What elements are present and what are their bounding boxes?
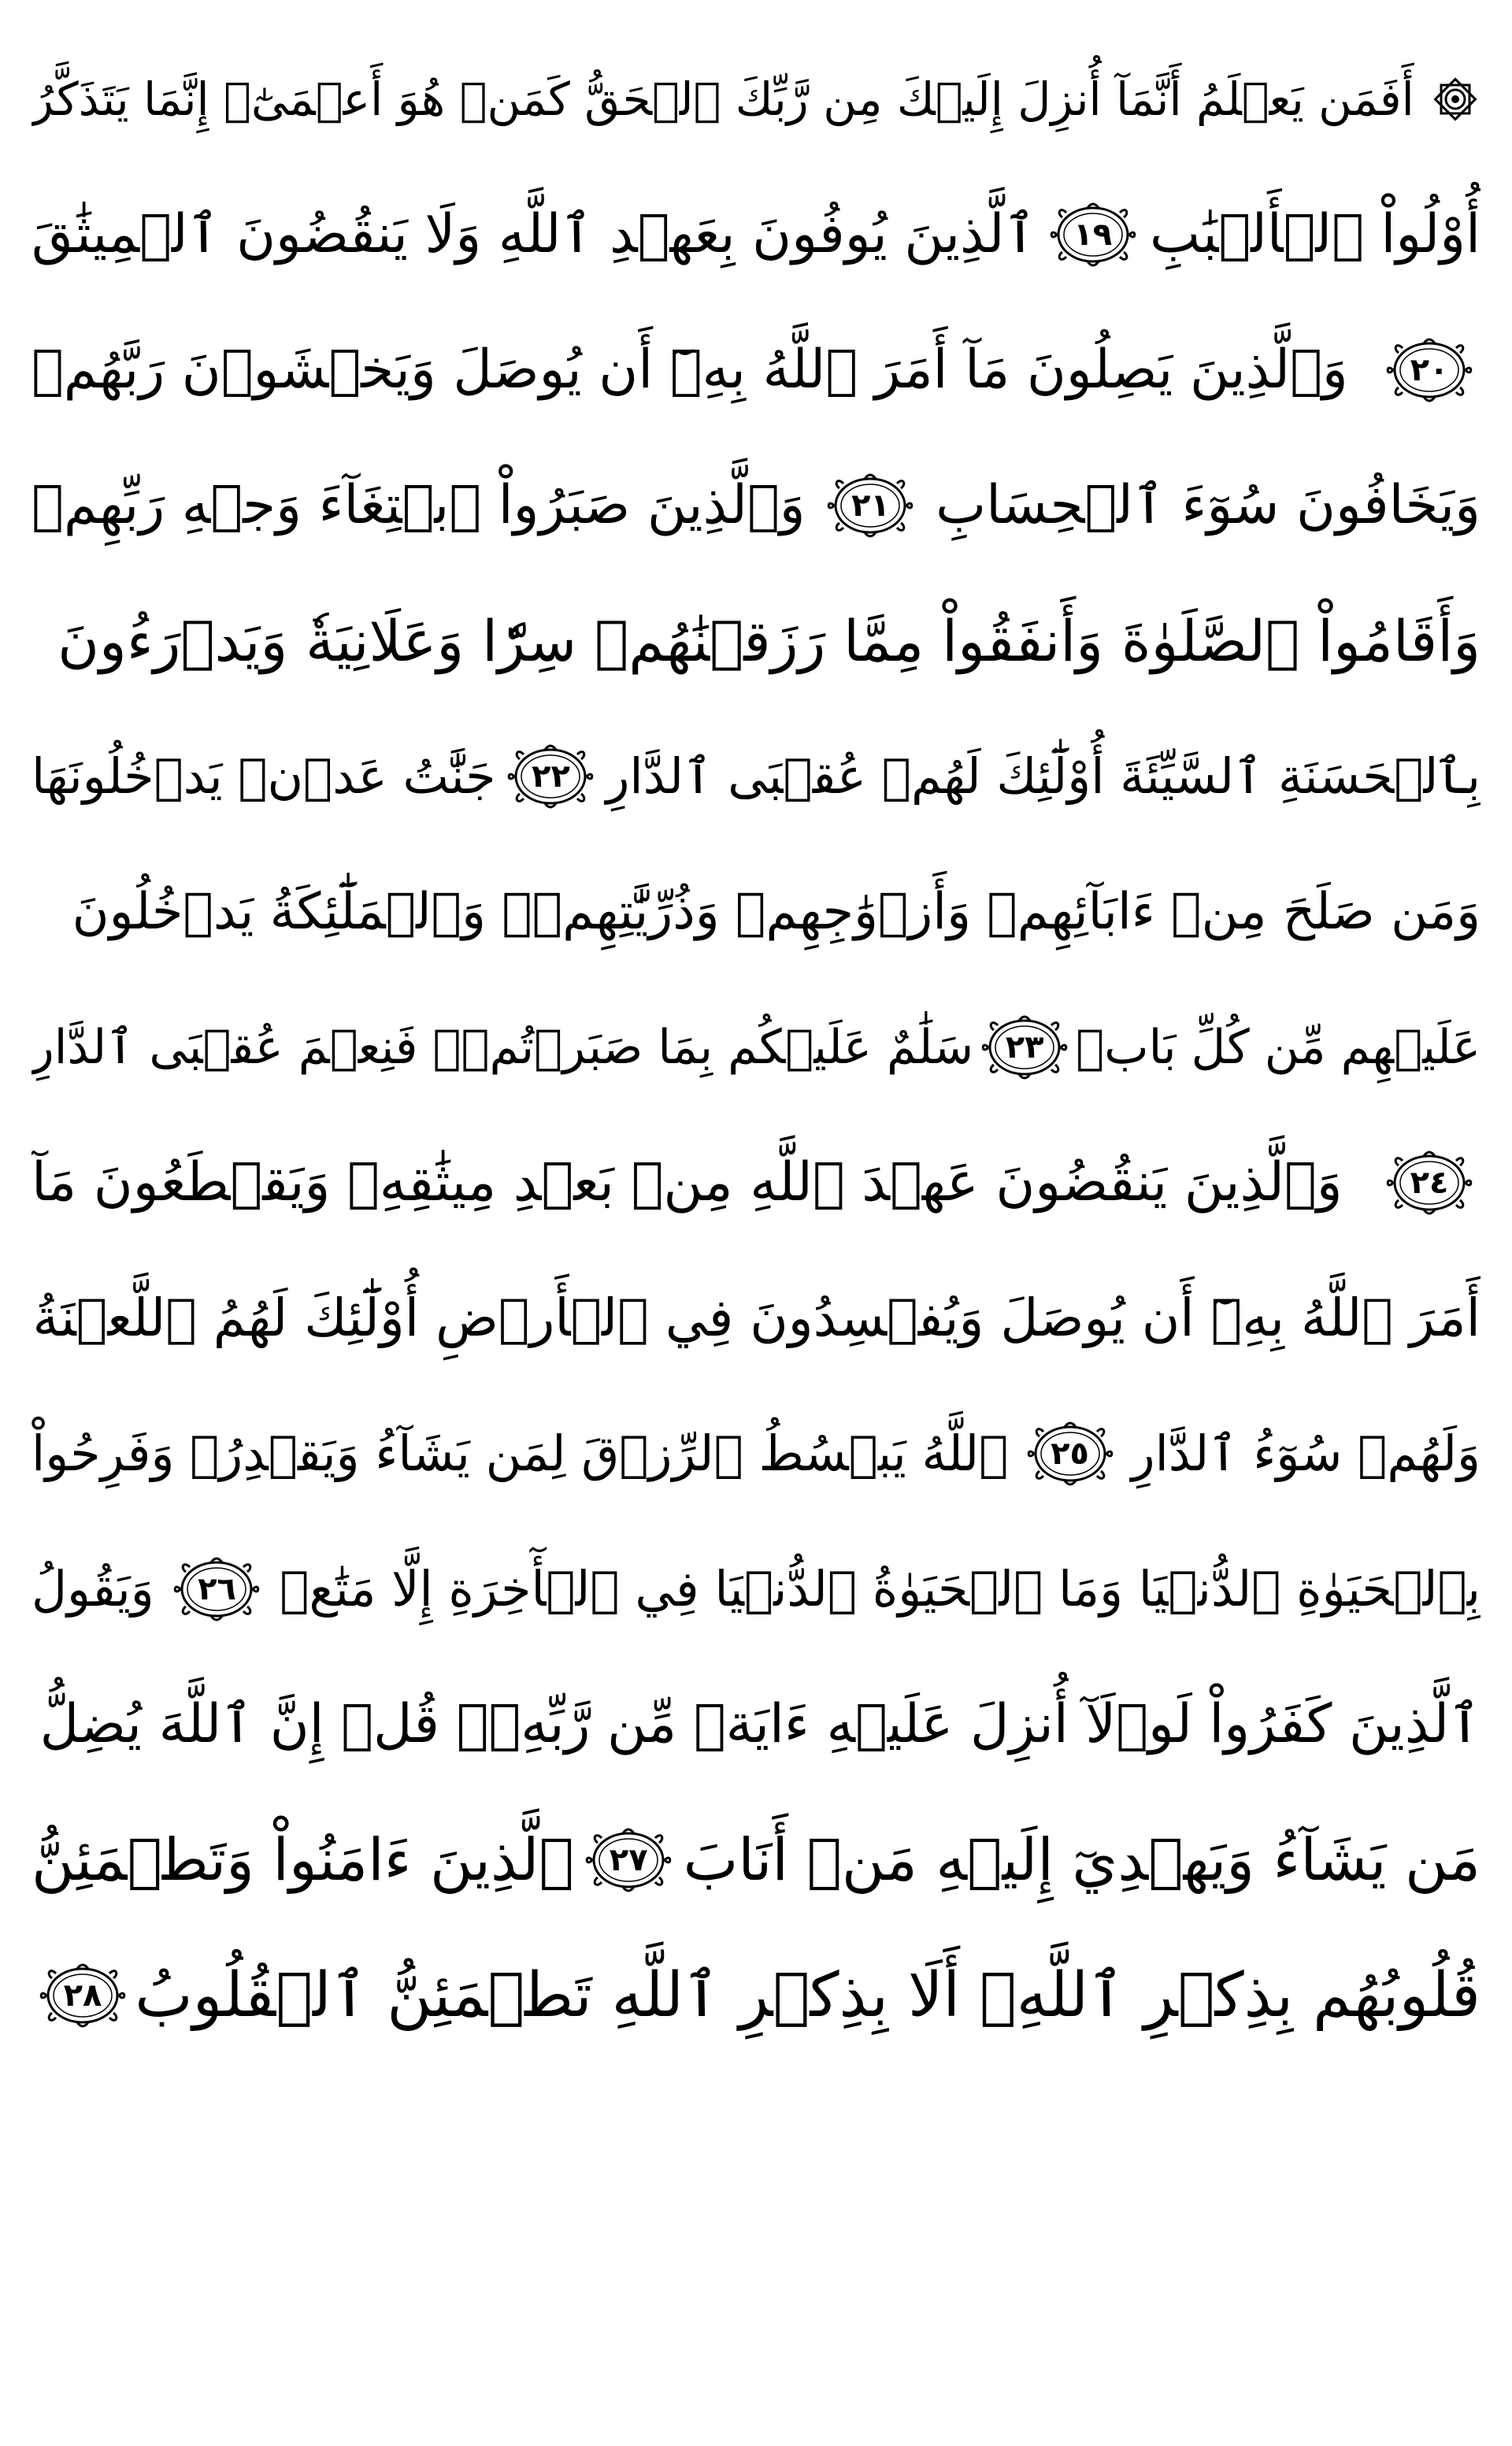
- ayah-number-marker: [582, 1821, 675, 1899]
- text-line: [32, 1115, 1480, 1251]
- ayah-number-marker: [36, 1956, 129, 2035]
- verse-text: أَفَمَن يَعۡلَمُ أَنَّمَآ أُنزِلَ إِلَيۡكَ مِن رَّبِّكَ ٱلۡحَقُّ كَمَنۡ هُوَ أَعۡمَىٰٓۚ إِنَّمَا يَتَذَكَّرُ: [32, 72, 1414, 126]
- text-line: [32, 1792, 1480, 1928]
- verse-text: أَمَرَ ٱللَّهُ بِهِۦٓ أَن يُوصَلَ وَيُفۡسِدُونَ فِي ٱلۡأَرۡضِ أُوْلَٰٓئِكَ لَهُمُ ٱللَّعۡنَةُ: [32, 1288, 1480, 1348]
- verse-text: ٱللَّهُ يَبۡسُطُ ٱلرِّزۡقَ لِمَن يَشَآءُ وَيَقۡدِرُۚ وَفَرِحُواْ: [32, 1425, 1009, 1482]
- verse-text: ٱلَّذِينَ يُوفُونَ بِعَهۡدِ ٱللَّهِ وَلَا يَنقُضُونَ ٱلۡمِيثَٰقَ: [32, 203, 1036, 265]
- verse-text: عَلَيۡهِم مِّن كُلِّ بَابٖ: [1076, 1020, 1480, 1075]
- rub-el-hizb-icon: [1430, 74, 1480, 124]
- ayah-number: ٢٣: [1005, 1029, 1044, 1065]
- verse-text: وَٱلَّذِينَ يَنقُضُونَ عَهۡدَ ٱللَّهِ مِنۢ بَعۡدِ مِيثَٰقِهِۦ وَيَقۡطَعُونَ مَآ: [32, 1151, 1343, 1214]
- text-line: [32, 438, 1480, 573]
- verse-text: وَلَهُمۡ سُوٓءُ ٱلدَّارِ: [1131, 1425, 1480, 1482]
- ayah-number-marker: [1383, 331, 1476, 410]
- text-line: [32, 844, 1480, 980]
- ayah-number: ٢٨: [63, 1977, 102, 2014]
- ayah-number-marker: [1383, 1143, 1476, 1222]
- text-line: [32, 709, 1480, 844]
- verse-text: جَنَّٰتُ عَدۡنٖ يَدۡخُلُونَهَا: [32, 747, 496, 805]
- verse-text: وَيَقُولُ: [32, 1560, 154, 1618]
- verse-text: قُلُوبُهُم بِذِكۡرِ ٱللَّهِۗ أَلَا بِذِكۡرِ ٱللَّهِ تَطۡمَئِنُّ ٱلۡقُلُوبُ: [135, 1960, 1480, 2031]
- ayah-number: ٢٤: [1410, 1165, 1449, 1201]
- verse-text: وَيَخَافُونَ سُوٓءَ ٱلۡحِسَابِ: [936, 474, 1480, 536]
- ayah-number-marker: [1047, 195, 1140, 274]
- mushaf-page: [32, 32, 1480, 2414]
- ayah-number: ٢٧: [609, 1842, 648, 1878]
- ayah-number: ٢٢: [532, 758, 570, 795]
- verse-text: ٱلَّذِينَ كَفَرُواْ لَوۡلَآ أُنزِلَ عَلَيۡهِ ءَايَةٞ مِّن رَّبِّهِۦۗ قُلۡ إِنَّ ٱللَّهَ يُضِلُّ: [39, 1693, 1480, 1755]
- text-line: [32, 1928, 1480, 2063]
- verse-text: وَٱلَّذِينَ صَبَرُواْ ٱبۡتِغَآءَ وَجۡهِ رَبِّهِمۡ: [32, 474, 806, 536]
- verse-text: وَمَن صَلَحَ مِنۡ ءَابَآئِهِمۡ وَأَزۡوَٰجِهِمۡ وَذُرِّيَّٰتِهِمۡۖ وَٱلۡمَلَٰٓئِكَةُ يَدۡخُلُونَ: [72, 883, 1480, 941]
- ayah-number-marker: [504, 737, 597, 816]
- ayah-number: ٢٦: [198, 1571, 236, 1607]
- verse-text: وَأَقَامُواْ ٱلصَّلَوٰةَ وَأَنفَقُواْ مِمَّا رَزَقۡنَٰهُمۡ سِرّٗا وَعَلَانِيَةٗ وَيَدۡرَءُونَ: [57, 608, 1480, 674]
- text-line: [32, 1386, 1480, 1521]
- text-line: [32, 302, 1480, 438]
- verse-text: مَن يَشَآءُ وَيَهۡدِيٓ إِلَيۡهِ مَنۡ أَنَابَ: [683, 1826, 1480, 1894]
- verse-text: أُوْلُواْ ٱلۡأَلۡبَٰبِ: [1150, 203, 1480, 265]
- text-line: [32, 1657, 1480, 1792]
- verse-text: ٱلَّذِينَ ءَامَنُواْ وَتَطۡمَئِنُّ: [32, 1826, 574, 1894]
- ayah-number: ٢١: [850, 487, 890, 524]
- verse-text: وَٱلَّذِينَ يَصِلُونَ مَآ أَمَرَ ٱللَّهُ بِهِۦٓ أَن يُوصَلَ وَيَخۡشَوۡنَ رَبَّهُمۡ: [32, 339, 1348, 401]
- text-line: [32, 32, 1480, 167]
- text-line: [32, 167, 1480, 302]
- ayah-number-marker: [978, 1008, 1071, 1087]
- ayah-number: ٢٥: [1051, 1436, 1089, 1472]
- text-line: [32, 1251, 1480, 1386]
- ayah-number-marker: [1024, 1414, 1117, 1493]
- verse-text: بِٱلۡحَسَنَةِ ٱلسَّيِّئَةَ أُوْلَٰٓئِكَ لَهُمۡ عُقۡبَى ٱلدَّارِ: [606, 747, 1480, 805]
- ayah-number-marker: [824, 466, 917, 545]
- text-line: [32, 573, 1480, 709]
- text-line: [32, 1521, 1480, 1657]
- ayah-number: ١٩: [1073, 217, 1113, 253]
- text-line: [32, 980, 1480, 1115]
- verse-text: سَلَٰمٌ عَلَيۡكُم بِمَا صَبَرۡتُمۡۚ فَنِعۡمَ عُقۡبَى ٱلدَّارِ: [32, 1020, 974, 1075]
- verse-text: بِٱلۡحَيَوٰةِ ٱلدُّنۡيَا وَمَا ٱلۡحَيَوٰةُ ٱلدُّنۡيَا فِي ٱلۡأٓخِرَةِ إِلَّا مَتَٰعٞ: [280, 1560, 1480, 1618]
- ayah-number: ٢٠: [1410, 352, 1449, 388]
- ayah-number-marker: [170, 1550, 263, 1629]
